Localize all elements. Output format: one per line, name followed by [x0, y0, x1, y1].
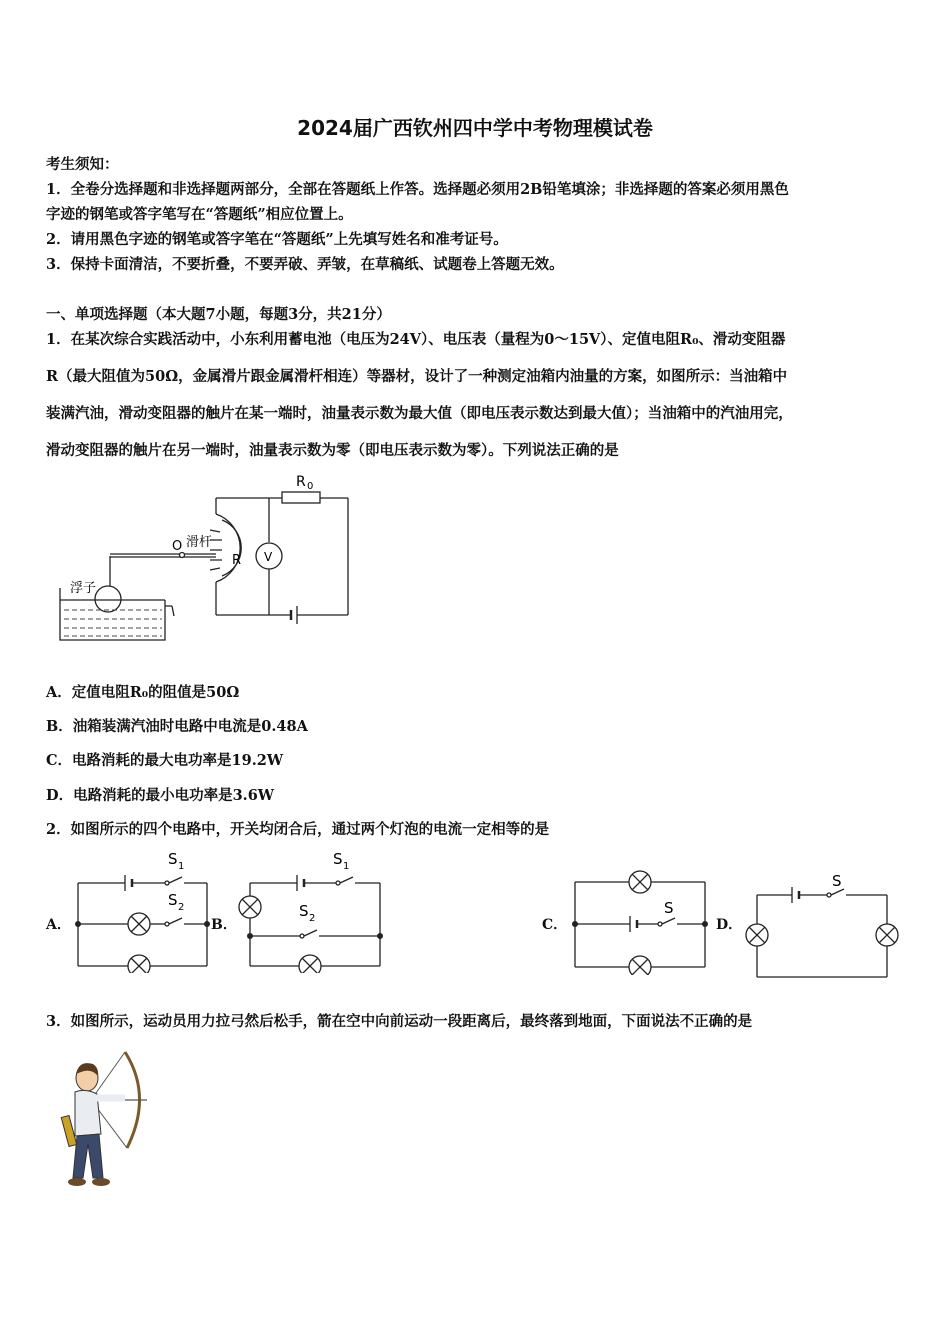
q2-circuit-d: [740, 865, 905, 980]
q2-circuit-b: [235, 848, 385, 973]
q2-label-b: B．: [211, 917, 237, 933]
d-s-label: S: [832, 872, 842, 890]
notice-item-1a: 1．全卷分选择题和非选择题两部分，全部在答题纸上作答。选择题必须用2B铅笔填涂；非选择题的答案必须用黑色: [46, 181, 789, 198]
label-rod: 滑杆: [186, 535, 213, 550]
q2-circuit-c: [565, 860, 715, 975]
section-heading: 一、单项选择题（本大题7小题，每题3分，共21分）: [46, 306, 391, 323]
notice-item-1b: 字迹的钢笔或答字笔写在“答题纸”相应位置上。: [46, 206, 353, 223]
a-s2-sub: 2: [178, 902, 185, 913]
label-float: 浮子: [70, 581, 97, 596]
q1-option-d: D．电路消耗的最小电功率是3.6W: [46, 787, 275, 804]
label-r0-sub: 0: [307, 481, 314, 492]
a-s2-label: S: [168, 891, 178, 909]
q1-option-a: A．定值电阻R₀的阻值是50Ω: [46, 684, 240, 701]
notice-item-2: 2．请用黑色字迹的钢笔或答字笔在“答题纸”上先填写姓名和准考证号。: [46, 231, 508, 248]
q2-label-a: A．: [46, 917, 71, 933]
q2-stem: 2．如图所示的四个电路中，开关均闭合后，通过两个灯泡的电流一定相等的是: [46, 821, 550, 838]
q2-circuit-a: [70, 848, 215, 973]
b-s1-sub: 1: [343, 861, 350, 872]
q2-label-c: C．: [542, 917, 568, 933]
q1-circuit-figure: [50, 470, 370, 650]
a-s1-sub: 1: [178, 861, 185, 872]
label-r: R: [232, 553, 242, 568]
b-s2-label: S: [299, 902, 309, 920]
label-r0: R: [296, 474, 306, 490]
page-title: 2024届广西钦州四中学中考物理模试卷: [297, 116, 653, 140]
q3-stem: 3．如图所示，运动员用力拉弓然后松手，箭在空中向前运动一段距离后，最终落到地面，下面说法不正确的是: [46, 1013, 753, 1030]
q1-stem-line-1: 1．在某次综合实践活动中，小东利用蓄电池（电压为24V）、电压表（量程为0～15V）、定值电阻R₀、滑动变阻器: [46, 331, 786, 348]
archer-illustration: [55, 1048, 150, 1193]
q1-option-b: B．油箱装满汽油时电路中电流是0.48A: [46, 718, 308, 735]
q1-option-c: C．电路消耗的最大电功率是19.2W: [46, 752, 284, 769]
label-o: O: [172, 539, 183, 554]
b-s1-label: S: [333, 850, 343, 868]
notice-heading: 考生须知：: [46, 156, 119, 173]
q1-stem-line-2: R（最大阻值为50Ω，金属滑片跟金属滑杆相连）等器材，设计了一种测定油箱内油量的方案，如图所示：当油箱中: [46, 368, 788, 385]
q1-stem-line-4: 滑动变阻器的触片在另一端时，油量表示数为零（即电压表示数为零）。下列说法正确的是: [46, 442, 619, 459]
b-s2-sub: 2: [309, 913, 316, 924]
c-s-label: S: [664, 899, 674, 917]
q1-stem-line-3: 装满汽油，滑动变阻器的触片在某一端时，油量表示数为最大值（即电压表示数达到最大值）；当油箱中的汽油用完，: [46, 405, 793, 422]
resistor-r0-icon: [282, 492, 320, 503]
a-s1-label: S: [168, 850, 178, 868]
float-icon: [95, 586, 121, 612]
label-v: V: [264, 550, 273, 564]
notice-item-3: 3．保持卡面清洁，不要折叠，不要弄破、弄皱，在草稿纸、试题卷上答题无效。: [46, 256, 564, 273]
q2-label-d: D．: [716, 917, 743, 933]
